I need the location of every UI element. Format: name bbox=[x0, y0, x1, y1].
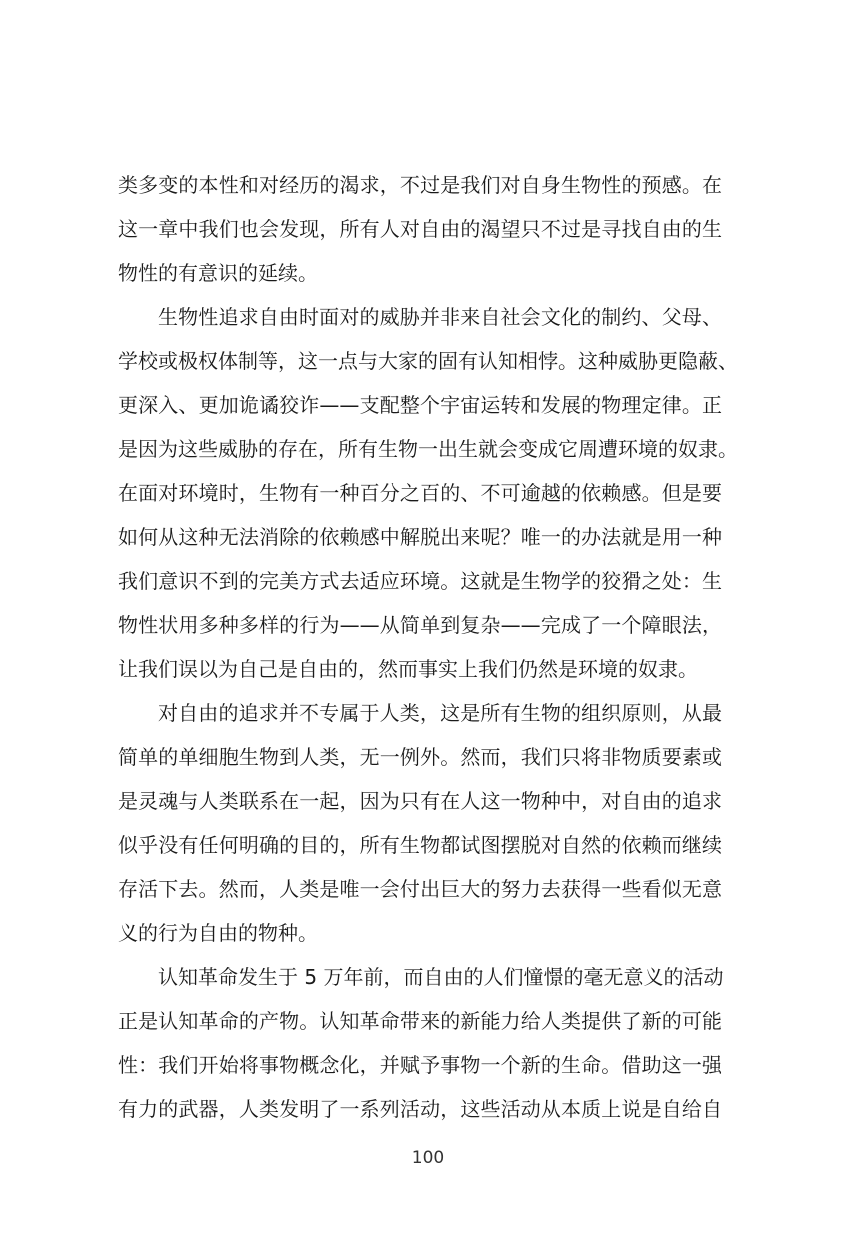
text-line: 让我们误以为自己是自由的，然而事实上我们仍然是环境的奴隶。 bbox=[118, 657, 698, 681]
text-line: 有力的武器，人类发明了一系列活动，这些活动从本质上说是自给自 bbox=[118, 1097, 722, 1121]
text-line: 我们意识不到的完美方式去适应环境。这就是生物学的狡猾之处：生 bbox=[118, 569, 722, 593]
text-line: 生物性追求自由时面对的威胁并非来自社会文化的制约、父母、 bbox=[158, 305, 722, 329]
text-line: 存活下去。然而，人类是唯一会付出巨大的努力去获得一些看似无意 bbox=[118, 877, 722, 901]
text-line: 义的行为自由的物种。 bbox=[118, 921, 318, 945]
text-line: 对自由的追求并不专属于人类，这是所有生物的组织原则，从最 bbox=[158, 701, 722, 725]
text-line: 认知革命发生于 5 万年前，而自由的人们憧憬的毫无意义的活动 bbox=[158, 965, 724, 989]
text-line: 物性状用多种多样的行为——从简单到复杂——完成了一个障眼法， bbox=[118, 613, 722, 637]
text-line: 是因为这些威胁的存在，所有生物一出生就会变成它周遭环境的奴隶。 bbox=[118, 437, 738, 461]
text-line: 简单的单细胞生物到人类，无一例外。然而，我们只将非物质要素或 bbox=[118, 745, 722, 769]
text-line: 物性的有意识的延续。 bbox=[118, 261, 318, 285]
text-line: 在面对环境时，生物有一种百分之百的、不可逾越的依赖感。但是要 bbox=[118, 481, 722, 505]
text-line: 是灵魂与人类联系在一起，因为只有在人这一物种中，对自由的追求 bbox=[118, 789, 722, 813]
page-number: 100 bbox=[411, 1148, 445, 1168]
text-line: 学校或极权体制等，这一点与大家的固有认知相悖。这种威胁更隐蔽、 bbox=[118, 349, 738, 373]
text-line: 更深入、更加诡谲狡诈——支配整个宇宙运转和发展的物理定律。正 bbox=[118, 393, 722, 417]
text-line: 类多变的本性和对经历的渴求，不过是我们对自身生物性的预感。在 bbox=[118, 173, 722, 197]
text-line: 性：我们开始将事物概念化，并赋予事物一个新的生命。借助这一强 bbox=[118, 1053, 722, 1077]
text-line: 似乎没有任何明确的目的，所有生物都试图摆脱对自然的依赖而继续 bbox=[118, 833, 722, 857]
text-line: 如何从这种无法消除的依赖感中解脱出来呢？唯一的办法就是用一种 bbox=[118, 525, 722, 549]
text-line: 这一章中我们也会发现，所有人对自由的渴望只不过是寻找自由的生 bbox=[118, 217, 722, 241]
text-line: 正是认知革命的产物。认知革命带来的新能力给人类提供了新的可能 bbox=[118, 1009, 722, 1033]
